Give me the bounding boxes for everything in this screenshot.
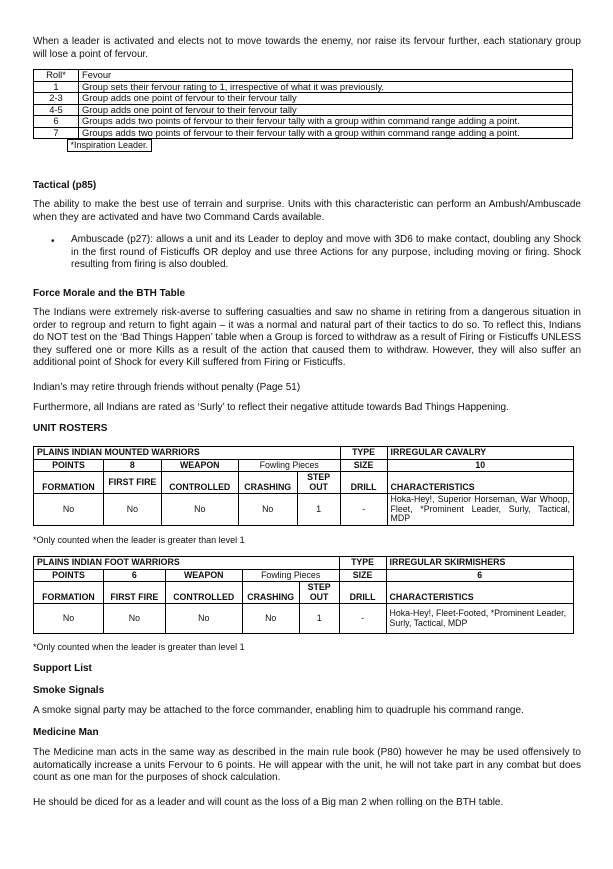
weapon-value: Fowling Pieces [238, 459, 340, 472]
controlled-value: No [161, 494, 238, 526]
type-label: TYPE [339, 557, 386, 570]
first-fire-value: No [103, 494, 161, 526]
tactical-paragraph: The ability to make the best use of terrain and surprise. Units with this characteristic can perform an Ambush/Ambuscade when they are activated and have two Command Cards available. [33, 199, 581, 223]
crashing-value: No [238, 494, 297, 526]
type-label: TYPE [340, 447, 387, 460]
points-label: POINTS [34, 569, 104, 582]
roll-cell: 2-3 [34, 93, 79, 105]
retire-paragraph: Indian’s may retire through friends without penalty (Page 51) [33, 382, 301, 393]
characteristics-value: Hoka-Hey!, Superior Horseman, War Whoop, Fleet, *Prominent Leader, Surly, Tactical, MDP [387, 494, 573, 526]
step-out-value: 1 [297, 494, 340, 526]
drill-value: - [340, 494, 387, 526]
step-out-label: STEP OUT [299, 582, 339, 604]
weapon-label: WEAPON [161, 459, 238, 472]
intro-paragraph: When a leader is activated and elects not to move towards the enemy, nor raise its fervour further, each stationary group will lose a point of fervour. [33, 36, 581, 60]
table-row [34, 93, 573, 105]
step-out-label: STEP OUT [297, 472, 340, 494]
size-label: SIZE [339, 569, 386, 582]
roll-cell: 6 [34, 116, 79, 128]
smoke-signals-heading: Smoke Signals [33, 685, 105, 696]
unit-note: *Only counted when the leader is greater than level 1 [33, 535, 245, 545]
unit-type: IRREGULAR CAVALRY [387, 447, 573, 460]
table-footnote-row [34, 139, 573, 150]
fervour-cell: Group sets their fervour rating to 1, irrespective of what it was previously. [79, 81, 573, 93]
first-fire-label: FIRST FIRE [103, 582, 165, 604]
drill-value: - [339, 604, 386, 634]
points-label: POINTS [34, 459, 104, 472]
ambuscade-bullet: Ambuscade (p27): allows a unit and its Leader to deploy and move with 3D6 to make contact, doubling any Shock in the first round of Fisticuffs OR deploy and use three Actions for any purpose, including moving or firing. Shock resulting from firing is also doubled. [71, 234, 581, 270]
unit-note: *Only counted when the leader is greater than level 1 [33, 642, 245, 652]
size-value: 6 [386, 569, 573, 582]
table-footnote: *Inspiration Leader. [67, 139, 153, 152]
size-value: 10 [387, 459, 573, 472]
first-fire-label: FIRST FIRE [103, 472, 161, 494]
bullet-icon: • [51, 236, 55, 247]
table-row [34, 104, 573, 116]
unit-roster-mounted [33, 446, 574, 526]
fervour-cell: Group adds one point of fervour to their fervour tally [79, 93, 573, 105]
drill-label: DRILL [340, 472, 387, 494]
controlled-label: CONTROLLED [165, 582, 242, 604]
formation-label: FORMATION [34, 472, 104, 494]
medicine-man-paragraph-2: He should be diced for as a leader and will count as the loss of a Big man 2 when rolling on the BTH table. [33, 797, 504, 808]
step-out-value: 1 [299, 604, 339, 634]
weapon-value: Fowling Pieces [242, 569, 339, 582]
medicine-man-heading: Medicine Man [33, 727, 99, 738]
tactical-heading: Tactical (p85) [33, 180, 97, 191]
formation-value: No [34, 604, 104, 634]
crashing-label: CRASHING [238, 472, 297, 494]
unit-rosters-heading: UNIT ROSTERS [33, 423, 108, 434]
formation-value: No [34, 494, 104, 526]
unit-type: IRREGULAR SKIRMISHERS [386, 557, 573, 570]
points-value: 8 [103, 459, 161, 472]
roll-cell: 7 [34, 127, 79, 139]
force-morale-heading: Force Morale and the BTH Table [33, 288, 186, 299]
fervour-cell: Group adds one point of fervour to their fervour tally [79, 104, 573, 116]
table-row [34, 116, 573, 128]
unit-roster-foot [33, 556, 574, 634]
characteristics-label: CHARACTERISTICS [386, 582, 573, 604]
crashing-label: CRASHING [242, 582, 299, 604]
fervour-cell: Groups adds two points of fervour to their fervour tally with a group within command range adding a point. [79, 127, 573, 139]
points-value: 6 [103, 569, 165, 582]
characteristics-value: Hoka-Hey!, Fleet-Footed, *Prominent Leader, Surly, Tactical, MDP [386, 604, 573, 634]
roll-header: Roll* [34, 70, 79, 82]
medicine-man-paragraph: The Medicine man acts in the same way as described in the main rule book (P80) however he may be used offensively to automatically increase a units Fervour to 6 points. He will appear with the unit, he will not take part in any combat but does count as one man for the purposes of shock calculation. [33, 747, 581, 783]
drill-label: DRILL [339, 582, 386, 604]
surly-paragraph: Furthermore, all Indians are rated as ‘Surly’ to reflect their negative attitude towards Bad Things Happening. [33, 402, 509, 413]
force-morale-paragraph: The Indians were extremely risk-averse to suffering casualties and saw no shame in retiring from a dangerous situation in order to regroup and return to fight again – it was a normal and natural part of their tactics to do so. To reflect this, Indians do NOT test on the ‘Bad Things Happen’ table when a Group is forced to withdraw as a result of Firing or Fisticuffs UNLESS they suffered one or more Kills as a result of the action that caused them to withdraw. However, they will also suffer an additional point of Shock for every Kill suffered from Firing or Fisticuffs. [33, 307, 581, 368]
roll-cell: 1 [34, 81, 79, 93]
size-label: SIZE [340, 459, 387, 472]
table-header-row [34, 70, 573, 82]
unit-name: PLAINS INDIAN MOUNTED WARRIORS [34, 447, 341, 460]
unit-name: PLAINS INDIAN FOOT WARRIORS [34, 557, 340, 570]
crashing-value: No [242, 604, 299, 634]
fervour-table [33, 69, 573, 150]
table-row [34, 127, 573, 139]
characteristics-label: CHARACTERISTICS [387, 472, 573, 494]
roll-cell: 4-5 [34, 104, 79, 116]
controlled-label: CONTROLLED [161, 472, 238, 494]
table-row [34, 81, 573, 93]
smoke-signals-paragraph: A smoke signal party may be attached to the force commander, enabling him to quadruple his command range. [33, 705, 524, 716]
formation-label: FORMATION [34, 582, 104, 604]
first-fire-value: No [103, 604, 165, 634]
support-list-heading: Support List [33, 663, 92, 674]
weapon-label: WEAPON [165, 569, 242, 582]
controlled-value: No [165, 604, 242, 634]
fervour-header: Fevour [79, 70, 573, 82]
fervour-cell: Groups adds two points of fervour to their fervour tally with a group within command range adding a point. [79, 116, 573, 128]
